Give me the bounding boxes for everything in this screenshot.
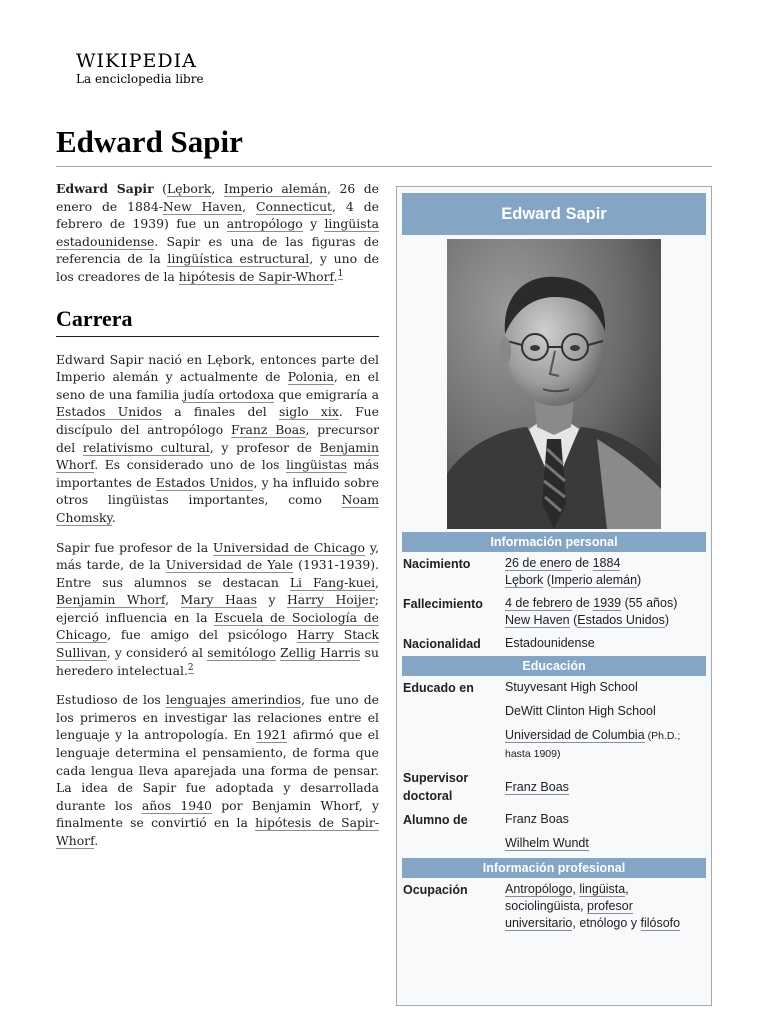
link-connecticut[interactable]: Connecticut xyxy=(256,198,333,214)
text: ) xyxy=(664,613,669,627)
infobox-row-death xyxy=(402,592,706,632)
link-anos-1940[interactable]: años 1940 xyxy=(141,797,212,813)
link-estados-unidos[interactable]: Estados Unidos xyxy=(56,404,162,420)
educated-value xyxy=(505,679,706,763)
link-benjamin-whorf-2[interactable]: Benjamin Whorf xyxy=(56,592,166,608)
reference-2[interactable]: 2 xyxy=(187,662,194,673)
text: (1931-1939). Entre sus alumnos se destacan xyxy=(56,557,379,590)
text: . Sapir es una de las figuras de referencia de la xyxy=(56,233,379,267)
occupation-label: Ocupación xyxy=(403,883,468,897)
text: , y uno de los creadores de la xyxy=(56,251,379,284)
link-relativismo-cultural[interactable]: relativismo cultural xyxy=(82,439,210,455)
occupation-value xyxy=(505,881,706,932)
intro-paragraph xyxy=(56,180,379,286)
nationality-label: Nacionalidad xyxy=(403,637,481,651)
text: afirmó que el lenguaje determina el pensamiento, de forma que cada lengua lleva aparejada una forma de pensar. La idea de Sapir fue adoptada y desarrollada durante los xyxy=(56,727,379,813)
infobox xyxy=(396,186,712,1006)
career-paragraph-2 xyxy=(56,539,379,680)
link-harry-stack-sullivan[interactable]: Harry Stack Sullivan xyxy=(56,627,380,661)
link-judia-ortodoxa[interactable]: judía ortodoxa xyxy=(183,386,275,402)
link-birth-date[interactable]: 26 de enero xyxy=(505,556,572,570)
text: , precursor del xyxy=(56,421,380,455)
supervisor-value xyxy=(505,779,706,796)
infobox-header-education: Educación xyxy=(402,656,706,676)
text: Edward Sapir nació en Lębork, entonces parte del Imperio alemán y actualmente de xyxy=(56,351,379,385)
link-benjamin-whorf[interactable]: Benjamin Whorf xyxy=(56,439,379,473)
career-paragraph-3 xyxy=(56,691,379,849)
link-death-date[interactable]: 4 de febrero xyxy=(505,596,573,610)
text: , 26 de enero de 1884- xyxy=(56,181,379,214)
text: ( xyxy=(543,573,551,587)
link-li-fang-kuei[interactable]: Li Fang-kuei xyxy=(289,574,376,590)
infobox-row-alumni xyxy=(402,808,706,855)
text: por Benjamin Whorf, y finalmente se convirtió en la xyxy=(56,797,379,831)
text: , xyxy=(211,181,224,196)
text: , xyxy=(165,592,181,608)
link-semitologo[interactable]: semitólogo xyxy=(207,645,276,661)
text: , en el seno de una familia xyxy=(56,369,379,402)
text: . xyxy=(111,509,116,525)
reference-1[interactable]: 1 xyxy=(337,268,344,279)
link-mary-haas[interactable]: Mary Haas xyxy=(180,592,257,608)
text: , y consideró al xyxy=(106,645,208,661)
link-1921[interactable]: 1921 xyxy=(255,727,288,743)
page-title: Edward Sapir xyxy=(56,124,712,167)
text: , xyxy=(572,882,580,896)
text: , sociolingüista, xyxy=(505,882,629,913)
link-noam-chomsky[interactable]: Noam Chomsky xyxy=(56,492,379,525)
link-linguistas[interactable]: lingüistas xyxy=(286,457,347,473)
infobox-row-birth xyxy=(402,552,706,592)
education-item: DeWitt Clinton High School xyxy=(505,704,656,718)
text: , etnólogo y xyxy=(572,916,641,930)
link-antropologo[interactable]: antropólogo xyxy=(226,216,303,232)
link-escuela-sociologia-chicago[interactable]: Escuela de Sociología de Chicago xyxy=(56,609,379,643)
link-profesor-universitario[interactable]: profesor universitario xyxy=(505,899,633,930)
link-hipotesis-sapir-whorf[interactable]: hipótesis de Sapir-Whorf xyxy=(178,268,334,284)
link-estados-unidos-2[interactable]: Estados Unidos xyxy=(155,474,254,490)
text: . xyxy=(94,833,99,848)
link-imperio-aleman[interactable]: Imperio alemán xyxy=(223,181,328,196)
link-lebork[interactable]: Lębork xyxy=(166,181,212,196)
education-item xyxy=(505,727,706,763)
article-body xyxy=(56,180,379,862)
text: . Es considerado uno de los xyxy=(94,457,287,473)
text: ( xyxy=(153,181,167,196)
text: a finales del xyxy=(161,404,279,420)
text: y xyxy=(256,592,287,608)
link-supervisor[interactable]: Franz Boas xyxy=(505,779,569,794)
infobox-row-occupation xyxy=(402,878,706,935)
text: , 4 de febrero de 1939) fue un xyxy=(56,198,379,232)
link-birth-country[interactable]: Imperio alemán xyxy=(550,573,638,587)
link-universidad-chicago[interactable]: Universidad de Chicago xyxy=(212,539,365,555)
alumni-label: Alumno de xyxy=(403,813,468,827)
text: su heredero intelectual. xyxy=(56,645,380,678)
text: , fue amigo del psicólogo xyxy=(107,627,297,643)
link-birth-place[interactable]: Lębork xyxy=(505,573,544,587)
link-lenguajes-amerindios[interactable]: lenguajes amerindios xyxy=(165,692,302,708)
link-franz-boas[interactable]: Franz Boas xyxy=(231,421,306,437)
text: ) xyxy=(637,573,642,587)
link-birth-year[interactable]: 1884 xyxy=(592,556,621,570)
educated-label: Educado en xyxy=(403,681,474,695)
text: , y ha influido sobre otros lingüistas importantes, como xyxy=(56,474,380,508)
infobox-header-professional: Información profesional xyxy=(402,858,706,878)
text: que emigraría a xyxy=(274,386,379,402)
link-universidad-columbia[interactable]: Universidad de Columbia xyxy=(505,728,645,742)
link-wilhelm-wundt[interactable]: Wilhelm Wundt xyxy=(505,836,589,850)
alumni-item: Franz Boas xyxy=(505,812,569,826)
link-harry-hoijer[interactable]: Harry Hoijer xyxy=(286,592,375,608)
link-zellig-harris[interactable]: Zellig Harris xyxy=(280,645,361,661)
alumni-value xyxy=(505,811,706,852)
infobox-row-educated xyxy=(402,676,706,766)
text: de xyxy=(572,596,594,610)
text: Sapir fue profesor de la xyxy=(56,539,213,555)
link-antropologo-occ[interactable]: Antropólogo xyxy=(505,882,573,896)
infobox-title: Edward Sapir xyxy=(402,193,706,235)
logo-tagline: La enciclopedia libre xyxy=(76,72,204,86)
death-value xyxy=(505,595,706,629)
text: y, más tarde, de la xyxy=(56,539,380,573)
link-hipotesis-sapir-whorf-2[interactable]: hipótesis de Sapir-Whorf xyxy=(56,815,379,848)
text: ; ejerció influencia en la xyxy=(56,592,379,625)
text: , xyxy=(375,574,379,590)
portrait-image xyxy=(447,239,661,529)
section-heading-carrera: Carrera xyxy=(56,306,379,337)
link-new-haven[interactable]: New Haven xyxy=(162,198,243,214)
link-siglo-xix[interactable]: siglo xix xyxy=(278,404,339,420)
link-linguista-occ[interactable]: lingüista xyxy=(579,882,626,896)
infobox-header-personal: Información personal xyxy=(402,532,706,552)
infobox-row-supervisor xyxy=(402,766,706,808)
supervisor-label: Supervisor doctoral xyxy=(403,771,469,803)
text: más importantes de xyxy=(56,457,380,490)
portrait-photo[interactable] xyxy=(447,239,661,529)
link-death-place[interactable]: New Haven xyxy=(505,613,570,627)
text: Estudioso de los xyxy=(56,692,166,708)
birth-label: Nacimiento xyxy=(403,557,471,571)
logo-wordmark: WIKIPEDIA xyxy=(76,50,197,72)
infobox-row-nationality xyxy=(402,632,706,656)
text: ( xyxy=(569,613,578,627)
wikipedia-logo[interactable] xyxy=(76,50,204,86)
link-linguista-estadounidense[interactable]: lingüista estadounidense xyxy=(56,216,379,249)
text: (55 años) xyxy=(621,596,678,610)
education-item: Stuyvesant High School xyxy=(505,680,638,694)
alumni-item xyxy=(505,835,706,852)
link-linguistica-estructural[interactable]: lingüística estructural xyxy=(167,251,310,267)
link-polonia[interactable]: Polonia xyxy=(287,369,334,385)
link-death-year[interactable]: 1939 xyxy=(593,596,622,610)
text: de xyxy=(571,556,593,570)
text: , fue uno de los primeros en investigar las relaciones entre el lenguaje y la antropología. En xyxy=(56,692,379,743)
text: , y profesor de xyxy=(209,439,320,455)
degree-note: (Ph.D.; hasta 1909) xyxy=(505,730,681,760)
nationality-value: Estadounidense xyxy=(505,636,595,650)
career-paragraph-1 xyxy=(56,351,379,527)
text: y xyxy=(302,216,325,232)
text: . Fue discípulo del antropólogo xyxy=(56,404,379,437)
subject-name: Edward Sapir xyxy=(56,181,154,196)
death-label: Fallecimiento xyxy=(403,597,483,611)
link-universidad-yale[interactable]: Universidad de Yale xyxy=(165,557,294,573)
link-filosofo[interactable]: filósofo xyxy=(640,916,681,930)
text: , xyxy=(242,198,257,214)
text: . xyxy=(333,268,338,284)
link-death-country[interactable]: Estados Unidos xyxy=(577,613,665,627)
birth-value xyxy=(505,555,706,589)
